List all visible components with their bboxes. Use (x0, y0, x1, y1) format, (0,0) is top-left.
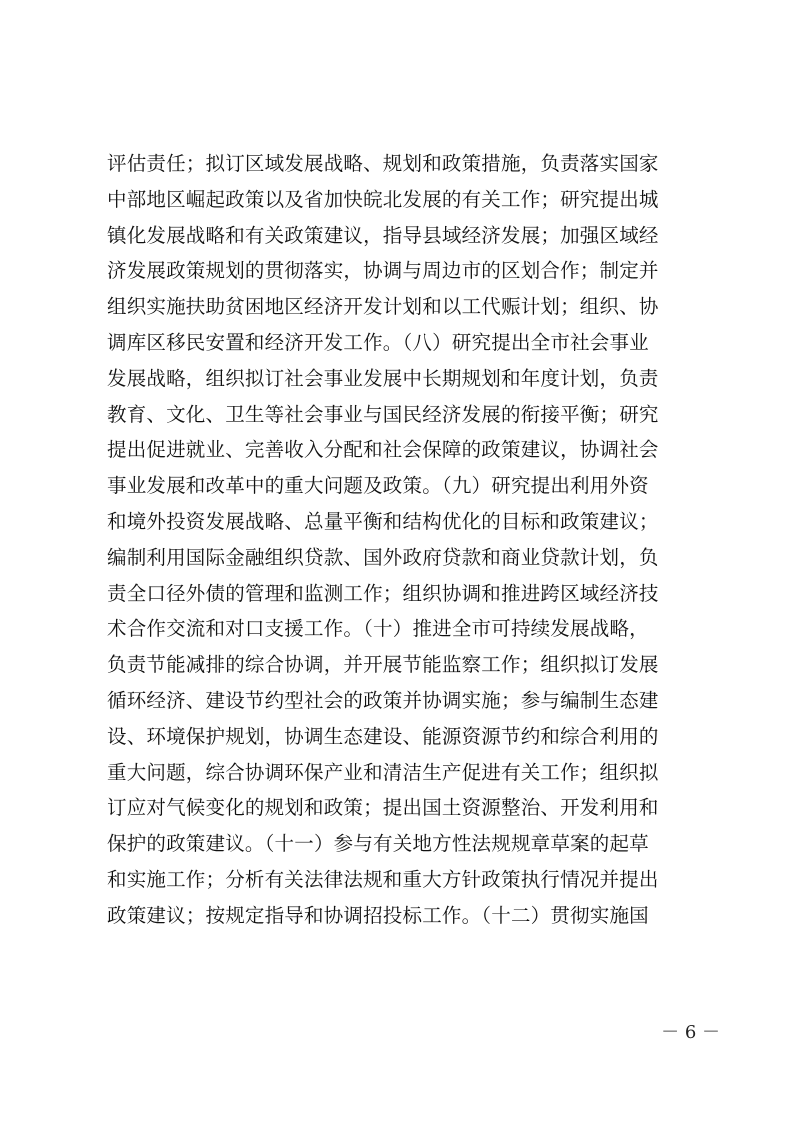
text-line: 订应对气候变化的规划和政策；提出国土资源整治、开发利用和 (107, 796, 659, 820)
text-line: 重大问题，综合协调环保产业和清洁生产促进有关工作；组织拟 (107, 760, 659, 784)
text-line: 责全口径外债的管理和监测工作；组织协调和推进跨区域经济技 (107, 581, 659, 605)
text-line: 编制利用国际金融组织贷款、国外政府贷款和商业贷款计划，负 (107, 545, 659, 569)
text-line: 提出促进就业、完善收入分配和社会保障的政策建议，协调社会 (107, 438, 659, 462)
text-line: 负责节能减排的综合协调，并开展节能监察工作；组织拟订发展 (107, 653, 659, 677)
text-line: 组织实施扶助贫困地区经济开发计划和以工代赈计划；组织、协 (107, 295, 659, 319)
text-line: 设、环境保护规划，协调生态建设、能源资源节约和综合利用的 (107, 724, 659, 748)
page-number: － 6 － (661, 1022, 720, 1043)
text-line: 事业发展和改革中的重大问题及政策。（九）研究提出利用外资 (107, 474, 649, 498)
text-line: 教育、文化、卫生等社会事业与国民经济发展的衔接平衡；研究 (107, 402, 659, 426)
text-line: 发展战略，组织拟订社会事业发展中长期规划和年度计划，负责 (107, 366, 659, 390)
text-line: 政策建议；按规定指导和协调招投标工作。（十二）贯彻实施国 (107, 903, 649, 927)
body-text (107, 146, 717, 934)
text-line: 中部地区崛起政策以及省加快皖北发展的有关工作；研究提出城 (107, 187, 659, 211)
text-line: 调库区移民安置和经济开发工作。（八）研究提出全市社会事业 (107, 330, 649, 354)
text-line: 镇化发展战略和有关政策建议，指导县域经济发展；加强区域经 (107, 223, 659, 247)
text-line: 术合作交流和对口支援工作。（十）推进全市可持续发展战略， (107, 617, 649, 641)
text-line: 循环经济、建设节约型社会的政策并协调实施；参与编制生态建 (107, 688, 659, 712)
text-line: 和境外投资发展战略、总量平衡和结构优化的目标和政策建议； (107, 509, 659, 533)
text-line: 评估责任；拟订区域发展战略、规划和政策措施，负责落实国家 (107, 152, 659, 175)
text-line: 保护的政策建议。（十一）参与有关地方性法规规章草案的起草 (107, 832, 649, 856)
text-line: 济发展政策规划的贯彻落实，协调与周边市的区划合作；制定并 (107, 259, 659, 283)
text-line: 和实施工作；分析有关法律法规和重大方针政策执行情况并提出 (107, 867, 659, 891)
